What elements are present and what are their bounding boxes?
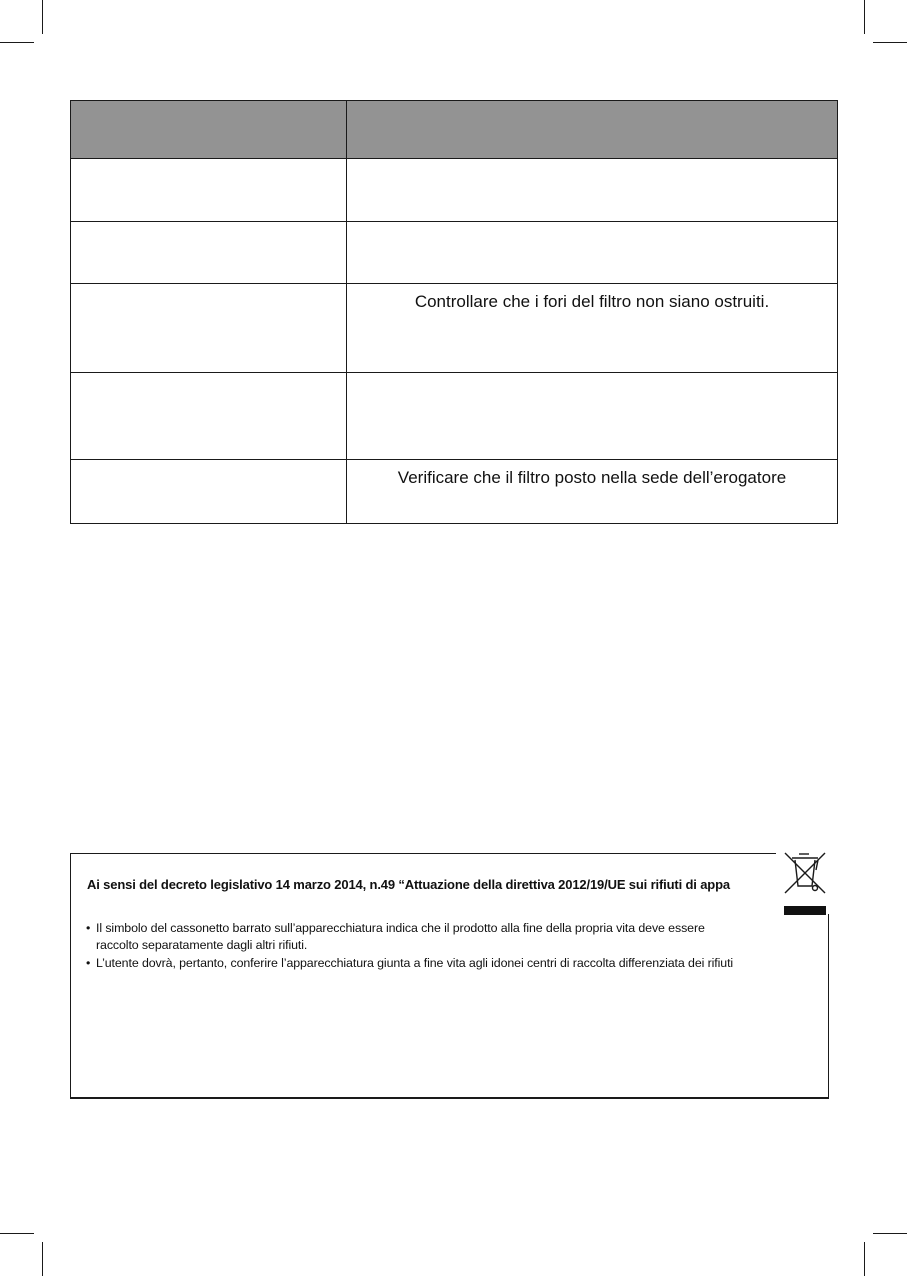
- troubleshooting-table: [70, 100, 838, 524]
- crop-mark: [873, 42, 907, 43]
- table-row: [71, 284, 838, 373]
- crossed-out-wheelie-bin-icon: [780, 848, 830, 916]
- table-row: [71, 159, 838, 222]
- table-header-row: [71, 101, 838, 159]
- solution-cell: Verificare che il filtro posto nella sede dell’erogatore: [347, 460, 838, 524]
- table-row: [71, 460, 838, 524]
- header-solution: [347, 101, 838, 159]
- crop-mark: [864, 1242, 865, 1276]
- weee-bullet-continuation: raccolto separatamente dagli altri rifiuti.: [96, 938, 308, 952]
- table-row: [71, 222, 838, 284]
- weee-heading: Ai sensi del decreto legislativo 14 marzo 2014, n.49 “Attuazione della direttiva 2012/19/UE sui rifiuti di appa: [87, 877, 730, 892]
- problem-cell: [71, 284, 347, 373]
- bullet-text: L’utente dovrà, pertanto, conferire l’apparecchiatura giunta a fine vita agli idonei centri di raccolta differenziata dei rifiuti: [96, 956, 734, 970]
- problem-cell: [71, 373, 347, 460]
- solution-cell: [347, 159, 838, 222]
- crop-mark: [42, 0, 43, 34]
- problem-cell: [71, 222, 347, 284]
- table-row: [71, 373, 838, 460]
- crop-mark: [873, 1233, 907, 1234]
- solution-cell: [347, 373, 838, 460]
- bullet-dot: •: [86, 956, 91, 970]
- weee-bullet: [86, 920, 786, 937]
- bullet-dot: •: [86, 921, 91, 935]
- crop-mark: [0, 1233, 34, 1234]
- weee-bullet: [86, 955, 831, 972]
- header-problem: [71, 101, 347, 159]
- problem-cell: [71, 159, 347, 222]
- crop-mark: [42, 1242, 43, 1276]
- crop-mark: [864, 0, 865, 34]
- bullet-text: Il simbolo del cassonetto barrato sull’apparecchiatura indica che il prodotto alla fine della propria vita deve essere: [96, 921, 705, 935]
- solution-cell: Controllare che i fori del filtro non siano ostruiti.: [347, 284, 838, 373]
- crop-mark: [0, 42, 34, 43]
- solution-cell: [347, 222, 838, 284]
- problem-cell: [71, 460, 347, 524]
